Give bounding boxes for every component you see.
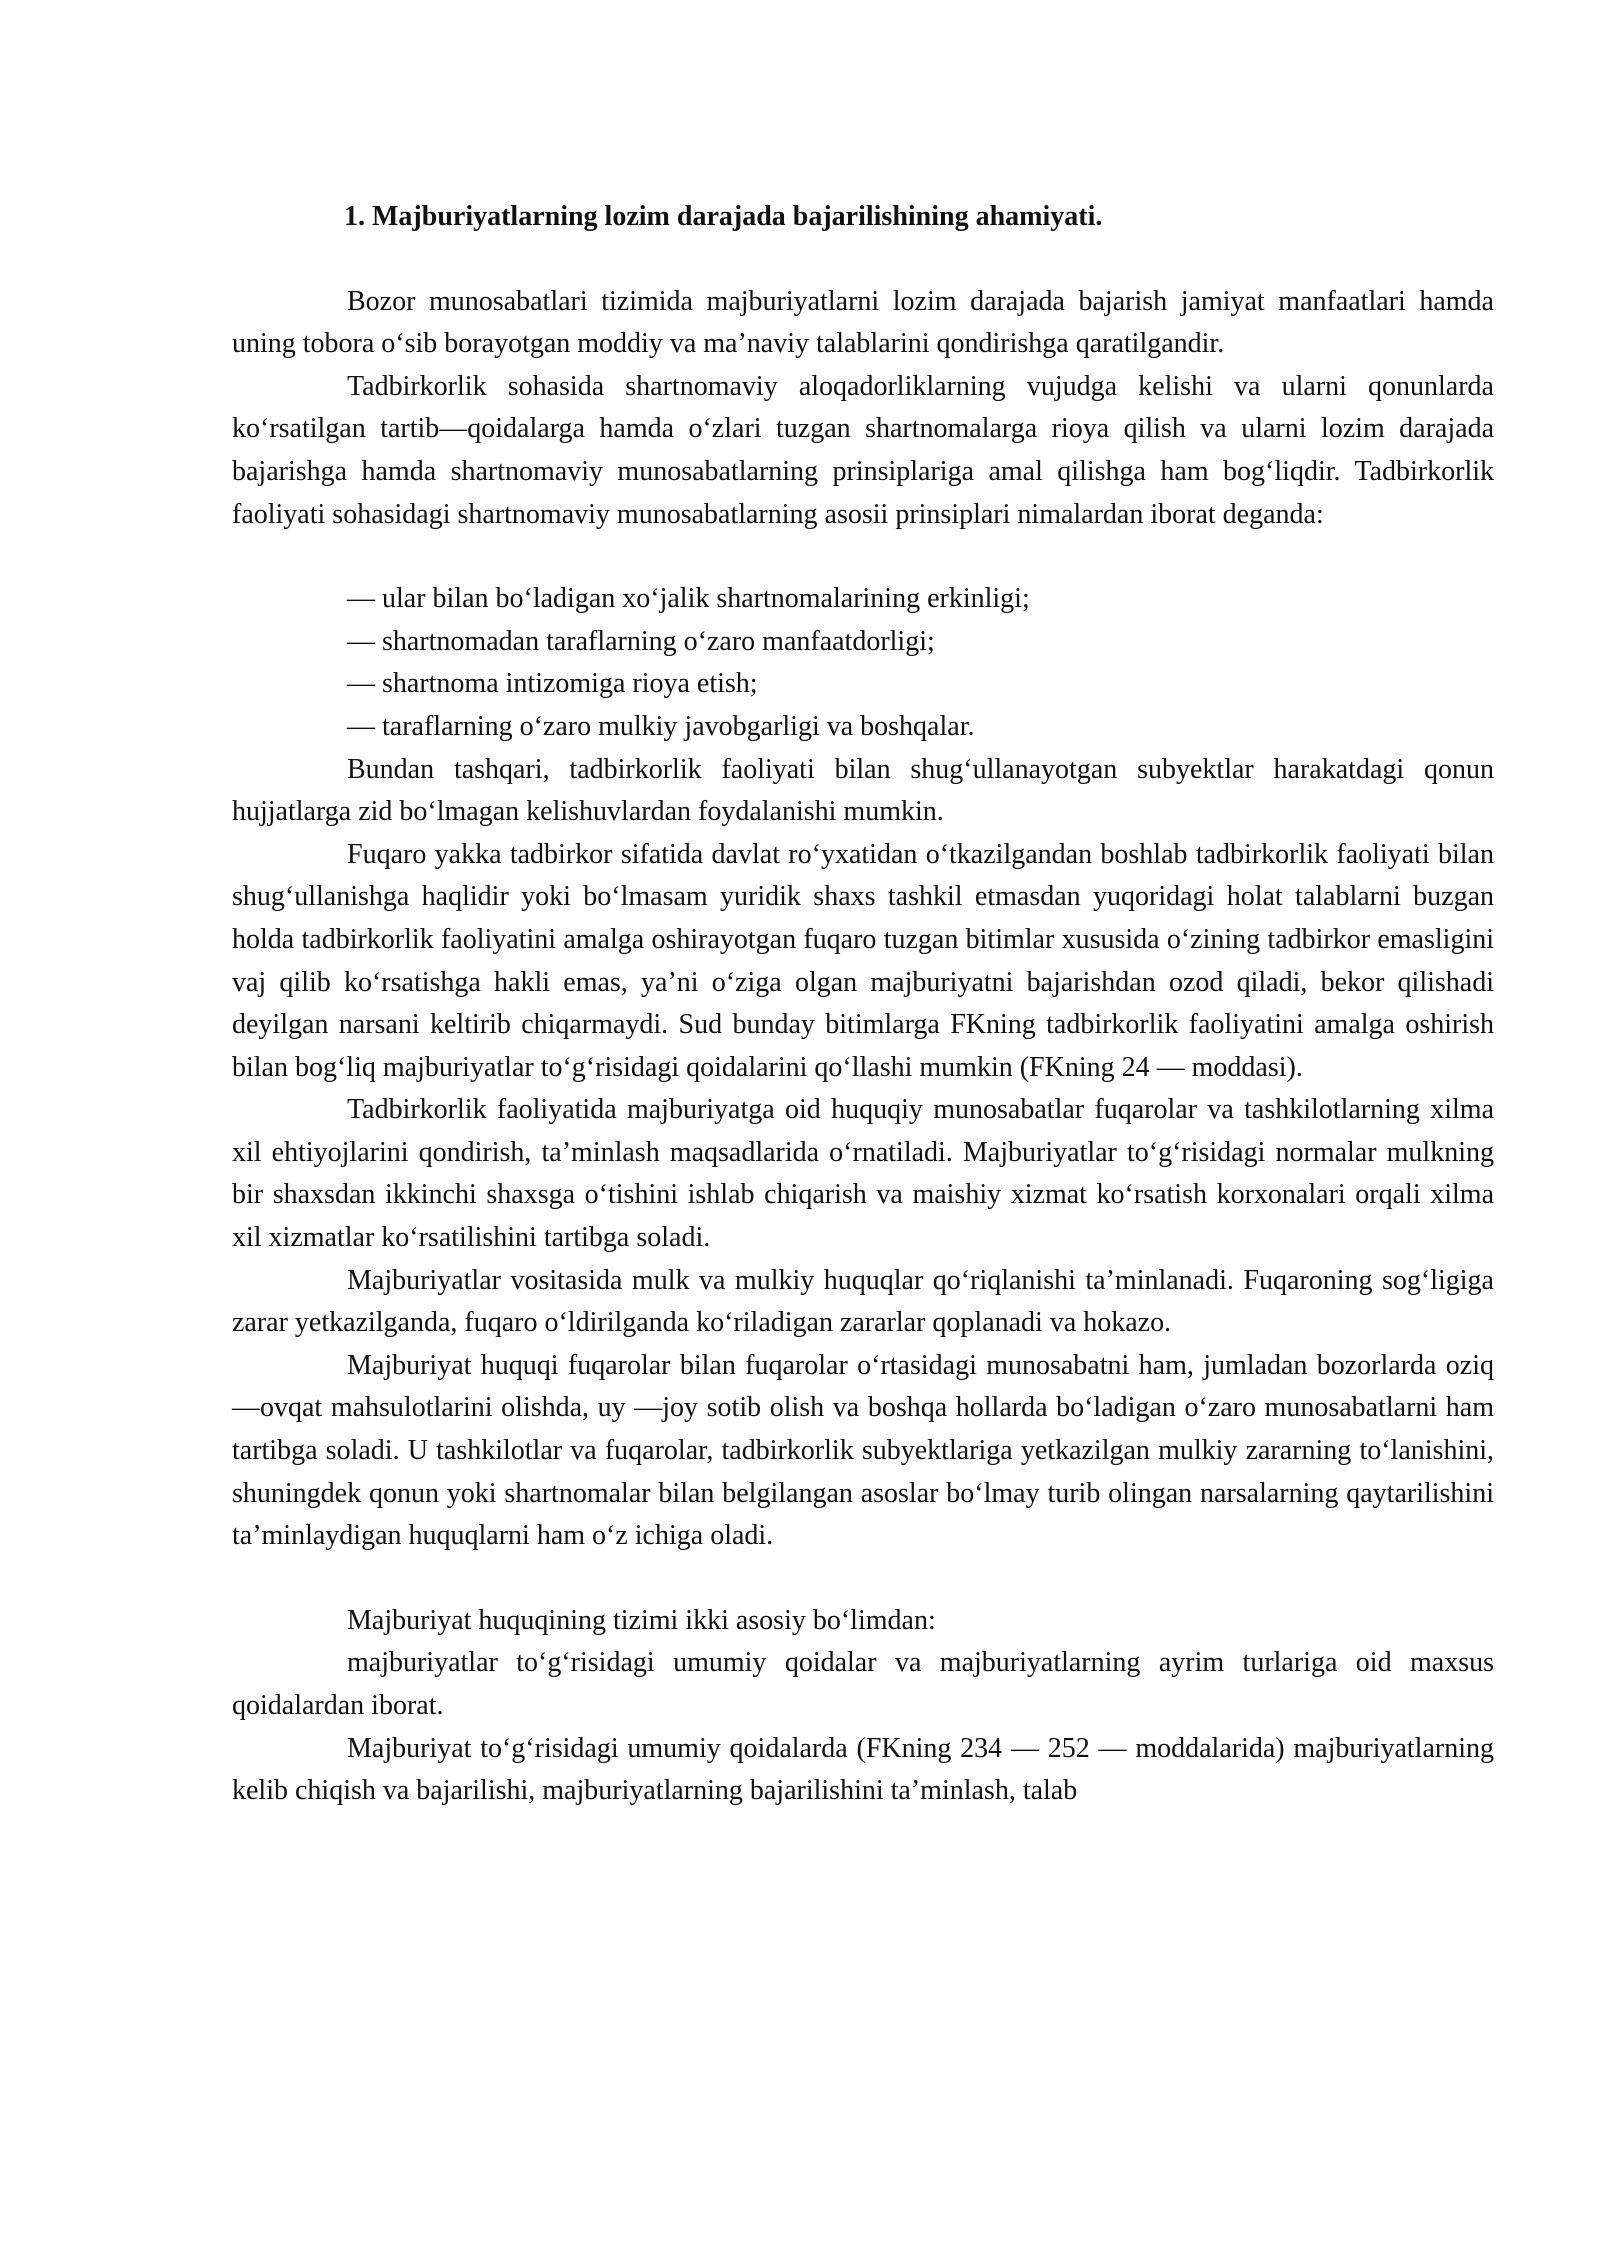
paragraph: Majburiyat huquqining tizimi ikki asosiy bo‘limdan: [347, 1604, 936, 1636]
principles-list [232, 578, 1494, 748]
paragraph: majburiyatlar to‘g‘risidagi umumiy qoidalar va majburiyatlarning ayrim turlariga oid maxsus qoidalardan iborat. [232, 1647, 1494, 1721]
paragraph: Bundan tashqari, tadbirkorlik faoliyati bilan shug‘ullanayotgan subyektlar harakatdagi qonun hujjatlarga zid bo‘lmagan kelishuvlardan foydalanishi mumkin. [232, 753, 1494, 828]
list-item: — taraflarning o‘zaro mulkiy javobgarligi va boshqalar. [347, 710, 975, 742]
paragraph: Fuqaro yakka tadbirkor sifatida davlat ro‘yxatidan o‘tkazilgandan boshlab tadbirkorlik faoliyati bilan shug‘ullanishga haqlidir yoki bo‘lmasam yuridik shaxs tashkil etmasdan yuqoridagi holat talablarni buzgan holda tadbirkorlik faoliyatini amalga oshirayotgan fuqaro tuzgan bitimlar xususida o‘zining tadbirkor emasligini vaj qilib ko‘rsatishga hakli emas, ya’ni o‘ziga olgan majburiyatni bajarishdan ozod qiladi, bekor qilishadi deyilgan narsani keltirib chiqarmaydi. Sud bunday bitimlarga FKning tadbirkorlik faoliyatini amalga oshirish bilan bog‘liq majburiyatlar to‘g‘risidagi qoidalarini qo‘llashi mumkin (FKning 24 — moddasi). [232, 838, 1494, 1083]
paragraph: Tadbirkorlik faoliyatida majburiyatga oid huquqiy munosabatlar fuqarolar va tashkilotlarning xilma xil ehtiyojlarini qondirish, ta’minlash maqsadlarida o‘rnatiladi. Majburiyatlar to‘g‘risidagi normalar mulkning bir shaxsdan ikkinchi shaxsga o‘tishini ishlab chiqarish va maishiy xizmat ko‘rsatish korxonalari orqali xilma xil xizmatlar ko‘rsatilishini tartibga soladi. [232, 1094, 1494, 1254]
paragraph: Tadbirkorlik sohasida shartnomaviy aloqadorliklarning vujudga kelishi va ularni qonunlarda ko‘rsatilgan tartib—qoidalarga hamda o‘zlari tuzgan shartnomalarga rioya qilish va ularni lozim darajada bajarishga hamda shartnomaviy munosabatlarning prinsiplariga amal qilishga ham bog‘liqdir. Tadbirkorlik faoliyati sohasidagi shartnomaviy munosabatlarning asosii prinsiplari nimalardan iborat deganda: [232, 370, 1494, 530]
list-item: — ular bilan bo‘ladigan xo‘jalik shartnomalarining erkinligi; [347, 583, 1030, 615]
paragraph: Majburiyat huquqi fuqarolar bilan fuqarolar o‘rtasidagi munosabatni ham, jumladan bozorlarda oziq—ovqat mahsulotlarini olishda, uy —joy sotib olish va boshqa hollarda bo‘ladigan o‘zaro munosabatlarni ham tartibga soladi. U tashkilotlar va fuqarolar, tadbirkorlik subyektlariga yetkazilgan mulkiy zararning to‘lanishini, shuningdek qonun yoki shartnomalar bilan belgilangan asoslar bo‘lmay turib olingan narsalarning qaytarilishini ta’minlaydigan huquqlarni ham o‘z ichiga oladi. [232, 1349, 1494, 1552]
paragraph: Majburiyatlar vositasida mulk va mulkiy huquqlar qo‘riqlanishi ta’minlanadi. Fuqaroning sog‘ligiga zarar yetkazilganda, fuqaro o‘ldirilganda ko‘riladigan zararlar qoplanadi va hokazo. [232, 1264, 1494, 1339]
section-heading: 1. Majburiyatlarning lozim darajada bajarilishining ahamiyati. [344, 201, 1103, 232]
list-item: — shartnomadan taraflarning o‘zaro manfaatdorligi; [347, 625, 935, 657]
list-item: — shartnoma intizomiga rioya etish; [347, 668, 758, 700]
paragraph: Bozor munosabatlari tizimida majburiyatlarni lozim darajada bajarish jamiyat manfaatlari hamda uning tobora o‘sib borayotgan moddiy va ma’naviy talablarini qondirishga qaratilgandir. [232, 285, 1494, 360]
document-page [232, 196, 1494, 1813]
paragraph: Majburiyat to‘g‘risidagi umumiy qoidalarda (FKning 234 — 252 — moddalarida) majburiyatlarning kelib chiqish va bajarilishi, majburiyatlarning bajarilishini ta’minlash, talab [232, 1732, 1494, 1807]
